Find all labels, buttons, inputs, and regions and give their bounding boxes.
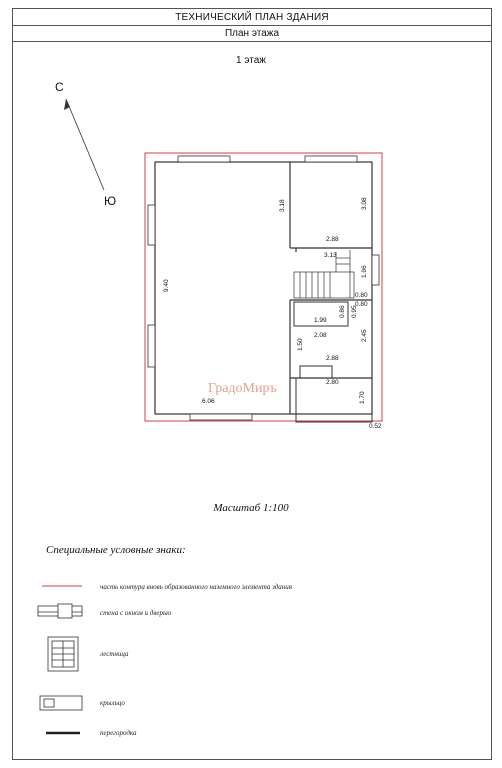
watermark-logo: ГрадоМиръ (208, 381, 277, 396)
legend-item-partition: перегородка (100, 729, 137, 737)
dim-606: 6.06 (202, 398, 215, 405)
legend-item-stairs: лестница (100, 650, 129, 658)
dim-313: 3.13 (324, 252, 337, 259)
dim-196: 1.96 (361, 265, 368, 278)
floor-label: 1 этаж (236, 55, 266, 66)
dim-095: 0.95 (351, 305, 358, 318)
legend-symbols (38, 586, 82, 733)
dim-086: 0.86 (339, 305, 346, 318)
dim-318: 3.18 (279, 199, 286, 212)
dim-208: 2.08 (314, 332, 327, 339)
dim-150: 1.50 (297, 338, 304, 351)
dim-199: 1.99 (314, 317, 327, 324)
dim-170: 1.70 (359, 391, 366, 404)
dim-280: 2.80 (326, 379, 339, 386)
compass-south-label: Ю (104, 194, 117, 208)
dim-245: 2.45 (361, 329, 368, 342)
document-subtitle: План этажа (12, 25, 492, 42)
main-walls (155, 162, 372, 414)
scale-label: Масштаб 1:100 (213, 502, 289, 514)
dim-288b: 2.88 (326, 355, 339, 362)
dim-308: 3.08 (361, 197, 368, 210)
dim-052: 0.52 (369, 423, 382, 430)
dim-080b: 0.80 (355, 301, 368, 308)
legend-item-wall: стена с окном и дверью (100, 609, 172, 617)
compass-arrow-icon (64, 99, 104, 190)
dim-080: 0.80 (355, 292, 368, 299)
legend-item-porch: крыльцо (100, 699, 125, 707)
dim-288a: 2.88 (326, 236, 339, 243)
dim-940: 9.40 (163, 279, 170, 292)
legend-title: Специальные условные знаки: (46, 544, 186, 556)
legend-item-contour: часть контура вновь образованного наземного элемента здания (100, 583, 293, 591)
compass-north-label: С (55, 80, 64, 94)
document-title: ТЕХНИЧЕСКИЙ ПЛАН ЗДАНИЯ (12, 8, 492, 26)
